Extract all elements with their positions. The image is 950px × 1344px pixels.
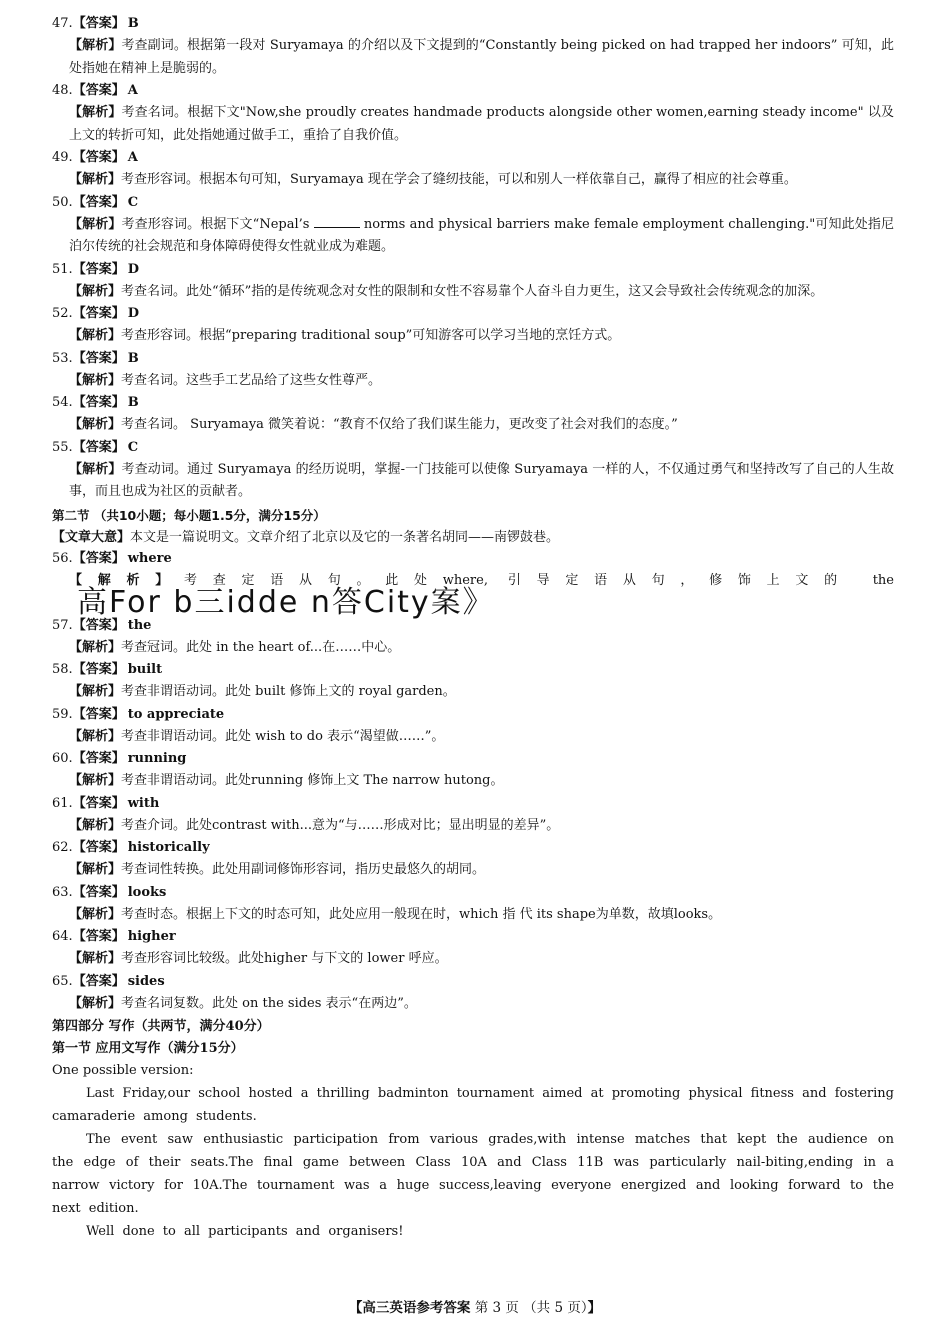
item-49-analysis: 【解析】考查形容词。根据本句可知，Suryamaya 现在学会了缝纫技能，可以和别人一样依靠自己，赢得了相应的社会尊重。 xyxy=(69,172,797,187)
item-47-answer: 47.【答案】 B xyxy=(52,16,139,31)
item-60-analysis: 【解析】考查非谓语动词。此处running 修饰上文 The narrow hutong。 xyxy=(69,773,504,788)
item-58-answer: 58.【答案】 built xyxy=(52,662,163,677)
item-54-answer: 54.【答案】 B xyxy=(52,395,139,410)
item-48-answer: 48.【答案】 A xyxy=(52,83,138,98)
item-63-answer: 63.【答案】 looks xyxy=(52,884,167,900)
item-61-analysis: 【解析】考查介词。此处contrast with...意为“与……形成对比；显出明显的差异”。 xyxy=(69,817,560,833)
section-1-title: 第一节 应用文写作（满分15分） xyxy=(52,1041,244,1056)
item-58-analysis: 【解析】考查非谓语动词。此处 built 修饰上文的 royal garden。 xyxy=(69,684,456,699)
item-62-answer: 62.【答案】 historically xyxy=(52,840,210,855)
answer-key-page xyxy=(52,14,894,1243)
item-53-analysis: 【解析】考查名词。这些手工艺品给了这些女性尊严。 xyxy=(69,372,382,388)
item-55-analysis: 【解析】考查动词。通过 Suryamaya 的经历说明，掌握-一门技能可以使像 Suryamaya 一样的人，不仅通过勇气和坚持改写了自己的人生故事，而且也成为社区的贡献者。 xyxy=(69,461,894,499)
item-62-analysis: 【解析】考查词性转换。此处用副词修饰形容词，指历史最悠久的胡同。 xyxy=(69,862,486,877)
part-4-title: 第四部分 写作（共两节，满分40分） xyxy=(52,1019,270,1034)
item-52-answer: 52.【答案】 D xyxy=(52,306,139,321)
watermark-text: 高For b三idde n答City案》 xyxy=(77,585,495,620)
item-61-answer: 61.【答案】 with xyxy=(52,795,160,811)
article-summary: 【文章大意】本文是一篇说明文。文章介绍了北京以及它的一条著名胡同——南锣鼓巷。 xyxy=(52,529,560,545)
essay-paragraph-1: Last Friday,our school hosted a thrilling badminton tournament aimed at promoting physical fitness and fostering camaraderie among students. xyxy=(52,1086,894,1124)
item-51-analysis: 【解析】考查名词。此处“循环”指的是传统观念对女性的限制和女性不容易靠个人奋斗自力更生，这又会导致社会传统观念的加深。 xyxy=(69,283,824,299)
item-65-answer: 65.【答案】 sides xyxy=(52,973,165,989)
section-2-title: 第二节 （共10小题；每小题1.5分，满分15分） xyxy=(52,507,326,523)
item-60-answer: 60.【答案】 running xyxy=(52,751,187,766)
item-56-answer: 56.【答案】 where xyxy=(52,550,172,566)
item-53-answer: 53.【答案】 B xyxy=(52,350,139,366)
item-55-answer: 55.【答案】 C xyxy=(52,439,139,455)
item-59-answer: 59.【答案】 to appreciate xyxy=(52,706,225,722)
item-51-answer: 51.【答案】 D xyxy=(52,261,139,277)
item-50-analysis: 【解析】考查形容词。根据下文“Nepal’s norms and physical barriers make female employment challenging."可知此处指尼泊尔传统的社会规范和身体障碍使得女性就业成为难题。 xyxy=(69,216,894,254)
item-59-analysis: 【解析】考查非谓语动词。此处 wish to do 表示“渴望做……”。 xyxy=(69,728,445,744)
item-52-analysis: 【解析】考查形容词。根据“preparing traditional soup”可知游客可以学习当地的烹饪方式。 xyxy=(69,328,621,343)
item-57-answer: 57.【答案】 the xyxy=(52,617,152,633)
item-65-analysis: 【解析】考查名词复数。此处 on the sides 表示“在两边”。 xyxy=(69,995,417,1011)
essay-paragraph-3: Well done to all participants and organisers! xyxy=(86,1224,404,1239)
item-54-analysis: 【解析】考查名词。 Suryamaya 微笑着说：“教育不仅给了我们谋生能力，更改变了社会对我们的态度。” xyxy=(69,417,678,432)
essay-paragraph-2: The event saw enthusiastic participation from various grades,with intense matches that kept the audience on the edge of their seats.The final game between Class 10A and Class 11B was particularly nail-biting,ending in a narrow victory for 10A.The tournament was a huge success,leaving everyone energized and looking forward to the next edition. xyxy=(52,1132,894,1216)
item-64-analysis: 【解析】考查形容词比较级。此处higher 与下文的 lower 呼应。 xyxy=(69,951,448,966)
item-48-analysis: 【解析】考查名词。根据下文"Now,she proudly creates handmade products alongside other women,earning steady income" 以及上文的转折可知，此处指她通过做手工，重拾了自我价值。 xyxy=(69,105,894,143)
item-56-analysis: 【解析】考查定语从句。此处where, 引导定语从句，修饰上文的 the高For b三idde n答City案》 xyxy=(69,572,894,620)
item-63-analysis: 【解析】考查时态。根据上下文的时态可知，此处应用一般现在时，which 指 代 its shape为单数，故填looks。 xyxy=(69,906,722,922)
item-50-answer: 50.【答案】 C xyxy=(52,194,139,210)
item-49-answer: 49.【答案】 A xyxy=(52,150,138,165)
page-footer: 【高三英语参考答案 第 3 页 （共 5 页）】 xyxy=(348,1300,602,1316)
item-57-analysis: 【解析】考查冠词。此处 in the heart of...在……中心。 xyxy=(69,639,401,655)
version-label: One possible version: xyxy=(52,1063,194,1078)
item-47-analysis: 【解析】考查副词。根据第一段对 Suryamaya 的介绍以及下文提到的“Constantly being picked on had trapped her indoors” 可知，此处指她在精神上是脆弱的。 xyxy=(69,38,894,76)
fill-blank xyxy=(314,215,360,228)
item-64-answer: 64.【答案】 higher xyxy=(52,929,176,944)
